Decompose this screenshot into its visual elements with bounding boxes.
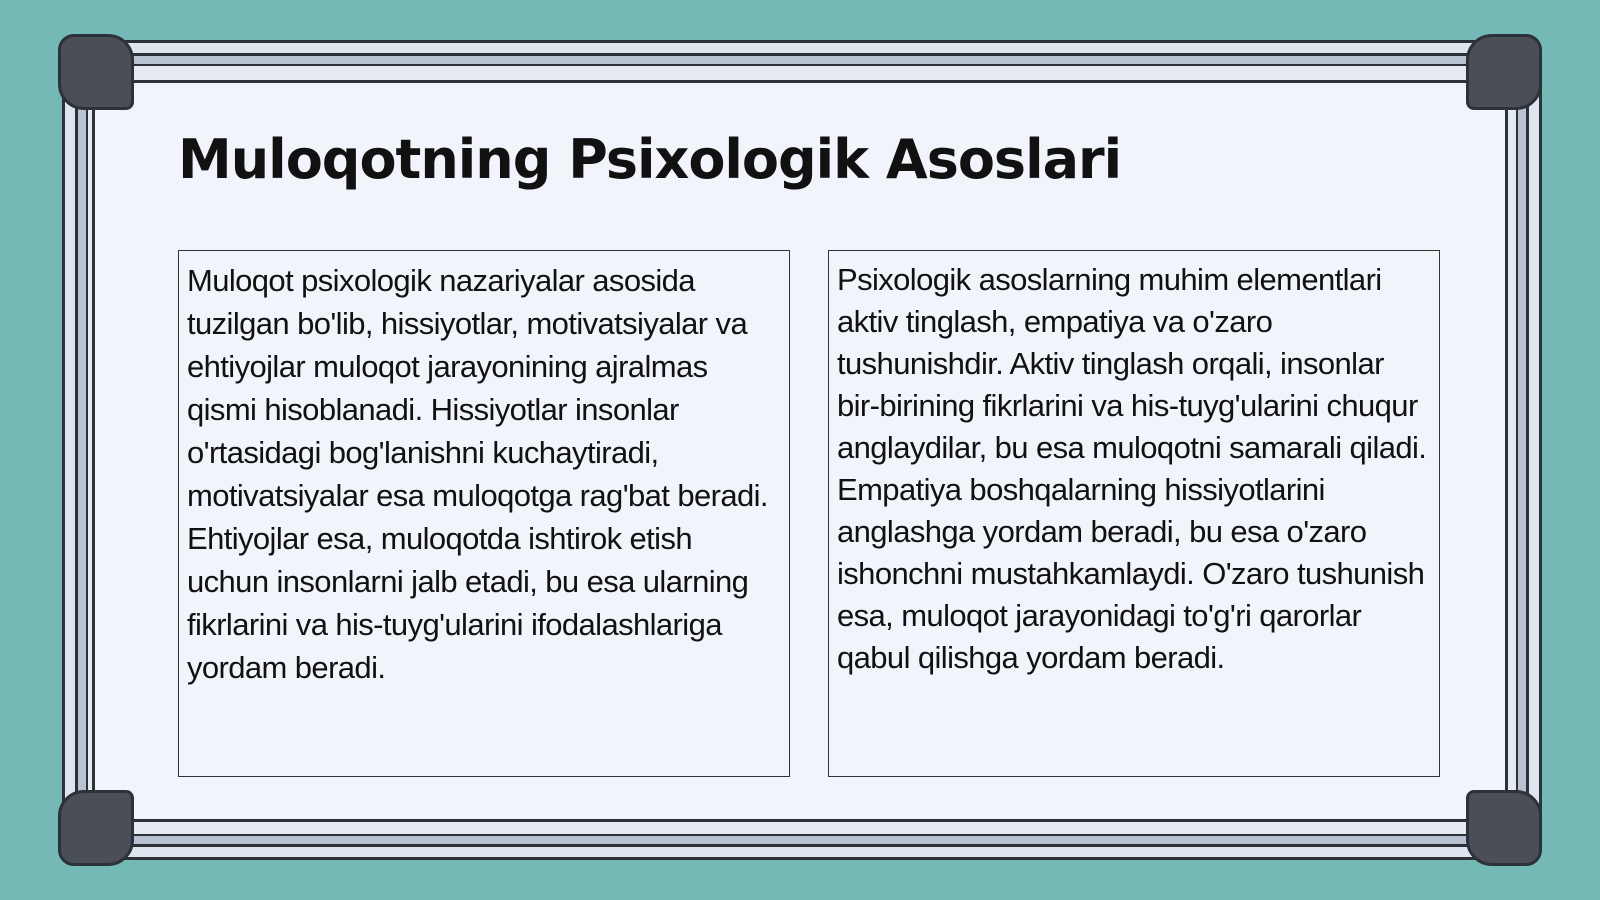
frame-corner-top-left xyxy=(58,34,134,110)
frame-corner-top-right xyxy=(1466,34,1542,110)
frame-corner-bottom-right xyxy=(1466,790,1542,866)
frame-corner-bottom-left xyxy=(58,790,134,866)
right-text-box[interactable]: Psixologik asoslarning muhim elementlari aktiv tinglash, empatiya va o'zaro tushunishdir. Aktiv tinglash orqali, insonlar bir-birining fikrlarini va his-tuyg'ularini chuqur anglaydilar, bu esa muloqotni samarali qiladi. Empatiya boshqalarning hissiyotlarini anglashga yordam beradi, bu esa o'zaro ishonchni mustahkamlaydi. O'zaro tushunish esa, muloqot jarayonidagi to'g'ri qarorlar qabul qilishga yordam beradi. xyxy=(828,250,1440,777)
slide-title: Muloqotning Psixologik Asoslari xyxy=(178,128,1122,191)
left-text-box[interactable]: Muloqot psixologik nazariyalar asosida tuzilgan bo'lib, hissiyotlar, motivatsiyalar va ehtiyojlar muloqot jarayonining ajralmas qismi hisoblanadi. Hissiyotlar insonlar o'rtasidagi bog'lanishni kuchaytiradi, motivatsiyalar esa muloqotga rag'bat beradi. Ehtiyojlar esa, muloqotda ishtirok etish uchun insonlarni jalb etadi, bu esa ularning fikrlarini va his-tuyg'ularini ifodalashlariga yordam beradi. xyxy=(178,250,790,777)
